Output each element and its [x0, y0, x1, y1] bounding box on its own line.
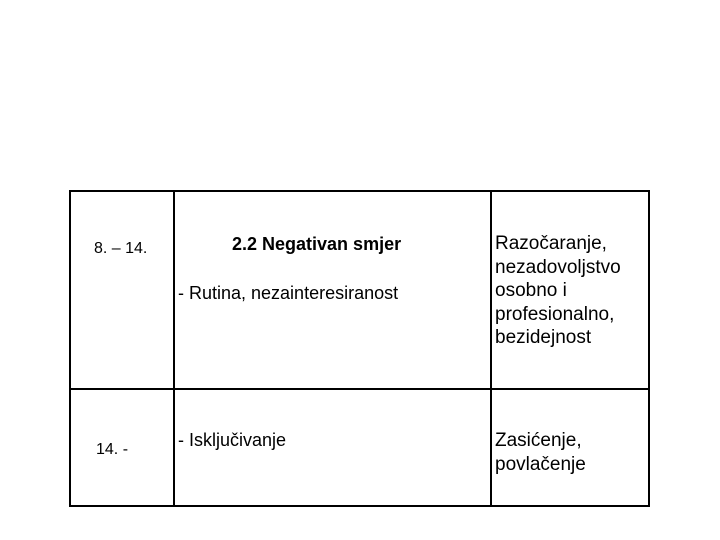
row-1-outcome-line: nezadovoljstvo	[495, 256, 621, 278]
row-2-outcome	[495, 429, 586, 476]
row-2-item: - Isključivanje	[178, 430, 287, 450]
column-divider-2	[490, 192, 492, 505]
row-1-outcome-line: Razočaranje,	[495, 233, 607, 254]
row-2-outcome-line: povlačenje	[495, 453, 586, 475]
row-divider	[71, 388, 648, 390]
row-2-outcome-line: Zasićenje,	[495, 430, 582, 451]
row-1-outcome	[495, 232, 621, 350]
row-1-outcome-line: profesionalno,	[495, 303, 615, 325]
row-1-period: 8. – 14.	[94, 240, 148, 257]
column-divider-1	[173, 192, 175, 505]
row-1-outcome-line: bezidejnost	[495, 327, 592, 348]
stage-table	[69, 190, 650, 507]
row-1-item: - Rutina, nezainteresiranost	[178, 283, 399, 303]
row-1-outcome-line: osobno i	[495, 280, 567, 301]
row-2-period: 14. -	[96, 441, 129, 458]
row-1-heading: 2.2 Negativan smjer	[232, 234, 402, 254]
